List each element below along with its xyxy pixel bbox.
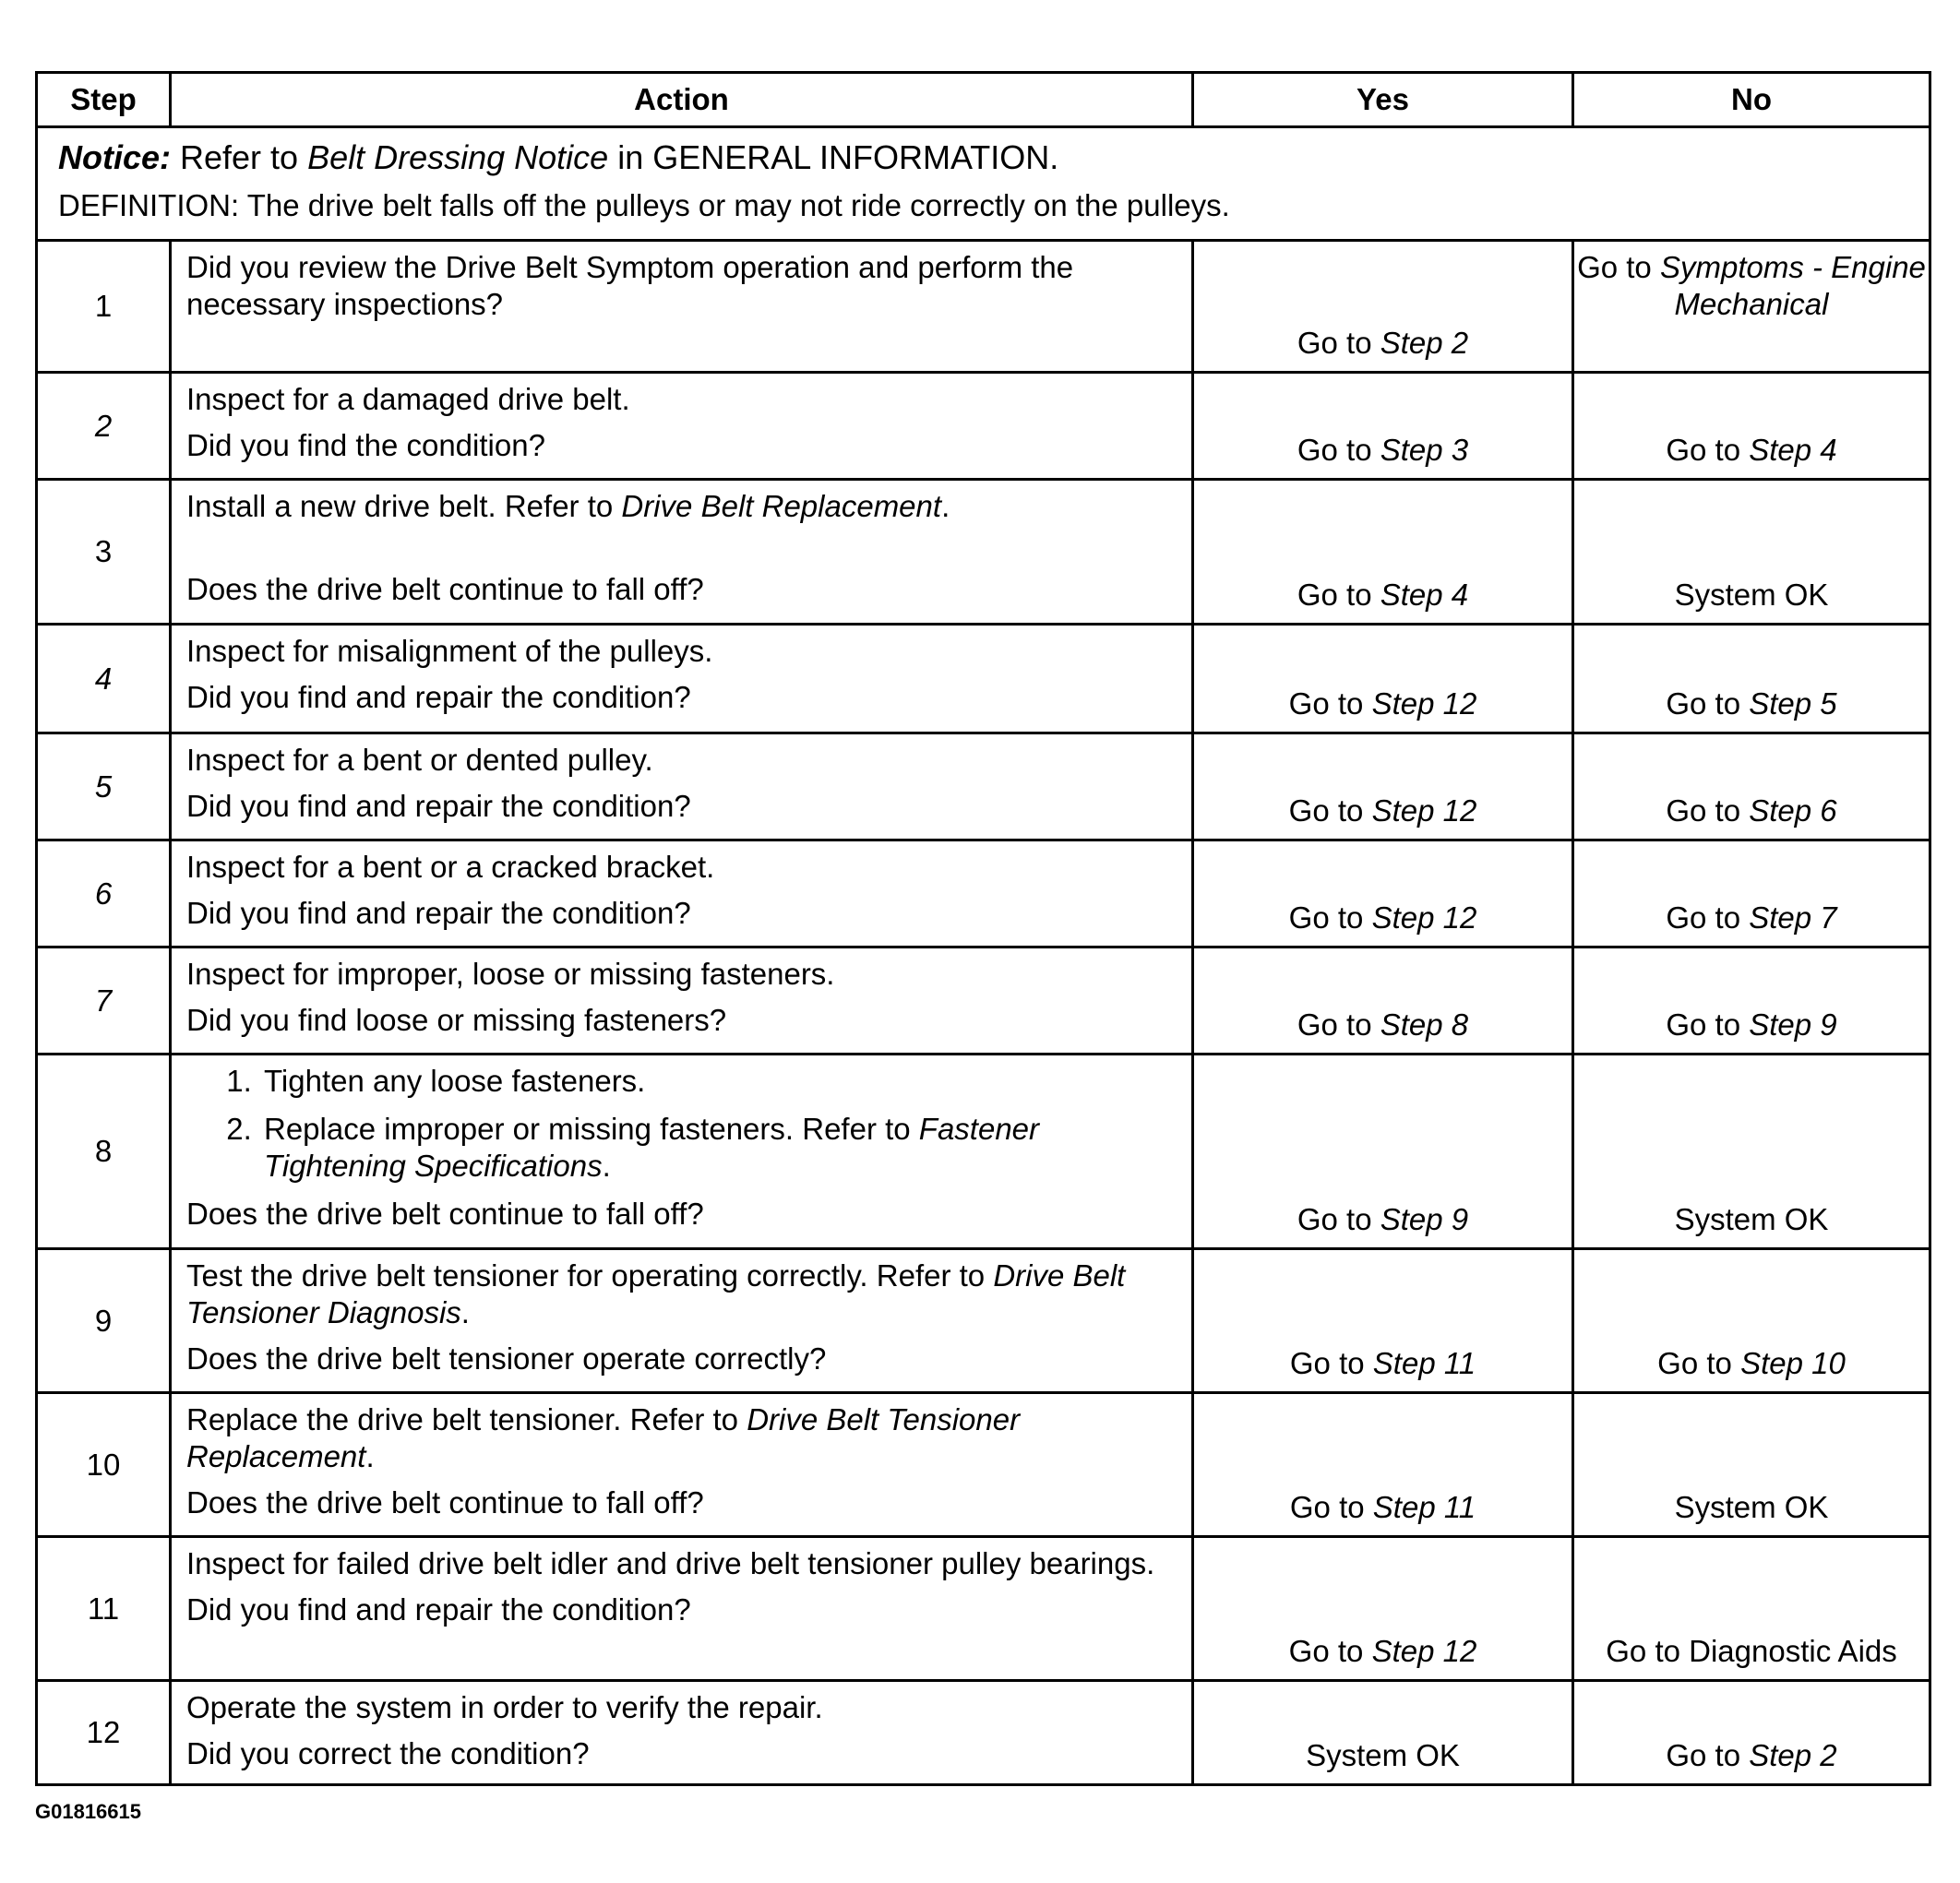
no-step-link[interactable]: Step 2 [1749,1738,1837,1772]
yes-cell [1193,241,1573,373]
action-cell [171,1393,1193,1537]
action-question: Does the drive belt continue to fall off? [186,1197,704,1231]
list-item-text: Replace improper or missing fasteners. Refer to [264,1112,919,1146]
yes-cell [1193,840,1573,947]
action-text: Replace the drive belt tensioner. Refer to [186,1402,747,1436]
action-text: Install a new drive belt. Refer to [186,489,622,523]
no-step-link[interactable]: Step 4 [1749,433,1837,467]
yes-prefix: Go to [1297,1007,1380,1042]
action-instruction [186,1257,1177,1331]
table-row [37,1055,1930,1249]
list-item-text-end: . [602,1149,611,1183]
yes-cell [1193,1249,1573,1393]
action-instruction: Inspect for a bent or dented pulley. [186,743,653,777]
action-text-end: . [460,1295,470,1329]
action-instruction [186,488,1177,525]
yes-prefix: Go to [1297,433,1380,467]
yes-cell [1193,625,1573,733]
action-question: Did you correct the condition? [186,1736,590,1770]
no-step-link[interactable]: Step 7 [1749,900,1837,935]
no-step-link[interactable]: Step 10 [1740,1346,1846,1380]
step-number: 10 [37,1393,171,1537]
yes-prefix: Go to [1288,686,1372,721]
table-row [37,373,1930,480]
notice-label: Notice: [58,138,172,176]
action-question: Does the drive belt continue to fall off? [186,1485,704,1520]
table-row [37,1249,1930,1393]
yes-step-link[interactable]: Step 2 [1380,326,1469,360]
table-row [37,840,1930,947]
action-cell [171,733,1193,840]
yes-step-link[interactable]: Step 12 [1371,686,1477,721]
table-row [37,733,1930,840]
action-cell [171,1249,1193,1393]
action-question: Did you find and repair the condition? [186,680,691,714]
action-question: Did you review the Drive Belt Symptom operation and perform the necessary inspections? [186,250,1074,321]
action-cell [171,947,1193,1055]
no-cell [1573,733,1930,840]
yes-step-link[interactable]: Step 4 [1380,578,1469,612]
list-item: 1. Tighten any loose fasteners. [260,1063,1177,1100]
no-prefix: Go to [1666,900,1750,935]
action-reference-link[interactable]: Drive Belt Tensioner Diagnosis [186,1258,1126,1329]
definition-text: DEFINITION: The drive belt falls off the pulleys or may not ride correctly on the pulleys. [58,188,1230,222]
yes-cell [1193,947,1573,1055]
no-step-link[interactable]: Step 6 [1749,793,1837,828]
no-cell [1573,840,1930,947]
yes-cell [1193,373,1573,480]
no-cell: Go to Diagnostic Aids [1573,1537,1930,1681]
list-item [260,1111,1177,1185]
list-item-reference-link[interactable]: Fastener Tightening Specifications [264,1112,1040,1183]
no-reference-link[interactable]: Symptoms - Engine Mechanical [1659,250,1926,321]
no-cell: System OK [1573,480,1930,625]
no-prefix: Go to [1666,686,1750,721]
step-number: 11 [37,1537,171,1681]
no-cell [1573,1681,1930,1785]
no-prefix: Go to [1577,250,1660,284]
no-cell [1573,241,1930,373]
action-text-end: . [365,1439,375,1473]
action-instruction: Inspect for a damaged drive belt. [186,382,630,416]
step-number: 6 [37,840,171,947]
action-question: Does the drive belt tensioner operate correctly? [186,1341,827,1376]
notice-reference: Belt Dressing Notice [307,138,609,176]
no-cell: System OK [1573,1393,1930,1537]
table-row [37,1681,1930,1785]
action-question: Did you find the condition? [186,428,545,462]
step-number: 12 [37,1681,171,1785]
yes-step-link[interactable]: Step 12 [1371,793,1477,828]
yes-prefix: Go to [1297,326,1380,360]
yes-step-link[interactable]: Step 3 [1380,433,1469,467]
action-steps-list [186,1063,1177,1185]
yes-prefix: Go to [1297,578,1380,612]
no-step-link[interactable]: Step 9 [1749,1007,1837,1042]
yes-cell [1193,480,1573,625]
table-row [37,625,1930,733]
notice-text-pre: Refer to [171,138,308,176]
yes-prefix: Go to [1289,1490,1373,1524]
notice-line [58,132,1908,184]
yes-step-link[interactable]: Step 11 [1372,1490,1476,1524]
action-reference-link[interactable]: Drive Belt Replacement [621,489,942,523]
table-row [37,480,1930,625]
step-number: 7 [37,947,171,1055]
step-number: 5 [37,733,171,840]
yes-step-link[interactable]: Step 12 [1371,900,1477,935]
action-cell [171,373,1193,480]
yes-step-link[interactable]: Step 12 [1371,1634,1477,1668]
no-prefix: Go to [1666,1007,1750,1042]
header-step: Step [37,73,171,127]
action-instruction: Inspect for misalignment of the pulleys. [186,634,713,668]
table-row [37,241,1930,373]
yes-cell [1193,733,1573,840]
notice-row [37,127,1930,241]
no-cell [1573,373,1930,480]
yes-cell [1193,1055,1573,1249]
yes-prefix: Go to [1288,1634,1372,1668]
action-cell [171,241,1193,373]
action-reference-link[interactable]: Drive Belt Tensioner Replacement [186,1402,1021,1473]
yes-cell: System OK [1193,1681,1573,1785]
action-question: Does the drive belt continue to fall off? [186,572,704,606]
no-cell [1573,625,1930,733]
action-text: Test the drive belt tensioner for operating correctly. Refer to [186,1258,994,1293]
action-instruction [186,1401,1177,1475]
yes-prefix: Go to [1288,793,1372,828]
no-cell [1573,947,1930,1055]
action-text-end: . [941,489,950,523]
action-question: Did you find and repair the condition? [186,1592,691,1627]
header-no: No [1573,73,1930,127]
figure-id: G01816615 [35,1800,141,1823]
table-row [37,947,1930,1055]
no-prefix: Go to [1657,1346,1741,1380]
notice-cell [37,127,1930,241]
action-instruction: Operate the system in order to verify the repair. [186,1690,823,1724]
no-prefix: Go to [1666,1738,1750,1772]
notice-text-post: in GENERAL INFORMATION. [608,138,1059,176]
action-question: Did you find loose or missing fasteners? [186,1003,727,1037]
action-instruction: Inspect for failed drive belt idler and drive belt tensioner pulley bearings. [186,1546,1155,1580]
action-question: Did you find and repair the condition? [186,789,691,823]
no-cell: System OK [1573,1055,1930,1249]
yes-step-link[interactable]: Step 9 [1380,1202,1469,1236]
action-cell [171,480,1193,625]
yes-cell [1193,1537,1573,1681]
step-number: 8 [37,1055,171,1249]
no-prefix: Go to [1666,433,1750,467]
action-cell [171,840,1193,947]
no-prefix: Go to [1666,793,1750,828]
table-row [37,1537,1930,1681]
no-step-link[interactable]: Step 5 [1749,686,1837,721]
action-cell [171,1537,1193,1681]
step-number: 9 [37,1249,171,1393]
action-instruction: Inspect for a bent or a cracked bracket. [186,850,715,884]
header-action: Action [171,73,1193,127]
step-number: 2 [37,373,171,480]
action-cell [171,1681,1193,1785]
header-yes: Yes [1193,73,1573,127]
yes-step-link[interactable]: Step 11 [1372,1346,1476,1380]
action-cell [171,1055,1193,1249]
action-instruction: Inspect for improper, loose or missing fasteners. [186,957,835,991]
action-question: Did you find and repair the condition? [186,896,691,930]
step-number: 1 [37,241,171,373]
yes-cell [1193,1393,1573,1537]
yes-prefix: Go to [1289,1346,1373,1380]
table-header-row [37,73,1930,127]
yes-prefix: Go to [1288,900,1372,935]
step-number: 4 [37,625,171,733]
step-number: 3 [37,480,171,625]
no-cell [1573,1249,1930,1393]
diagnostic-table [35,71,1931,1786]
yes-prefix: Go to [1297,1202,1380,1236]
table-row [37,1393,1930,1537]
action-cell [171,625,1193,733]
yes-step-link[interactable]: Step 8 [1380,1007,1469,1042]
